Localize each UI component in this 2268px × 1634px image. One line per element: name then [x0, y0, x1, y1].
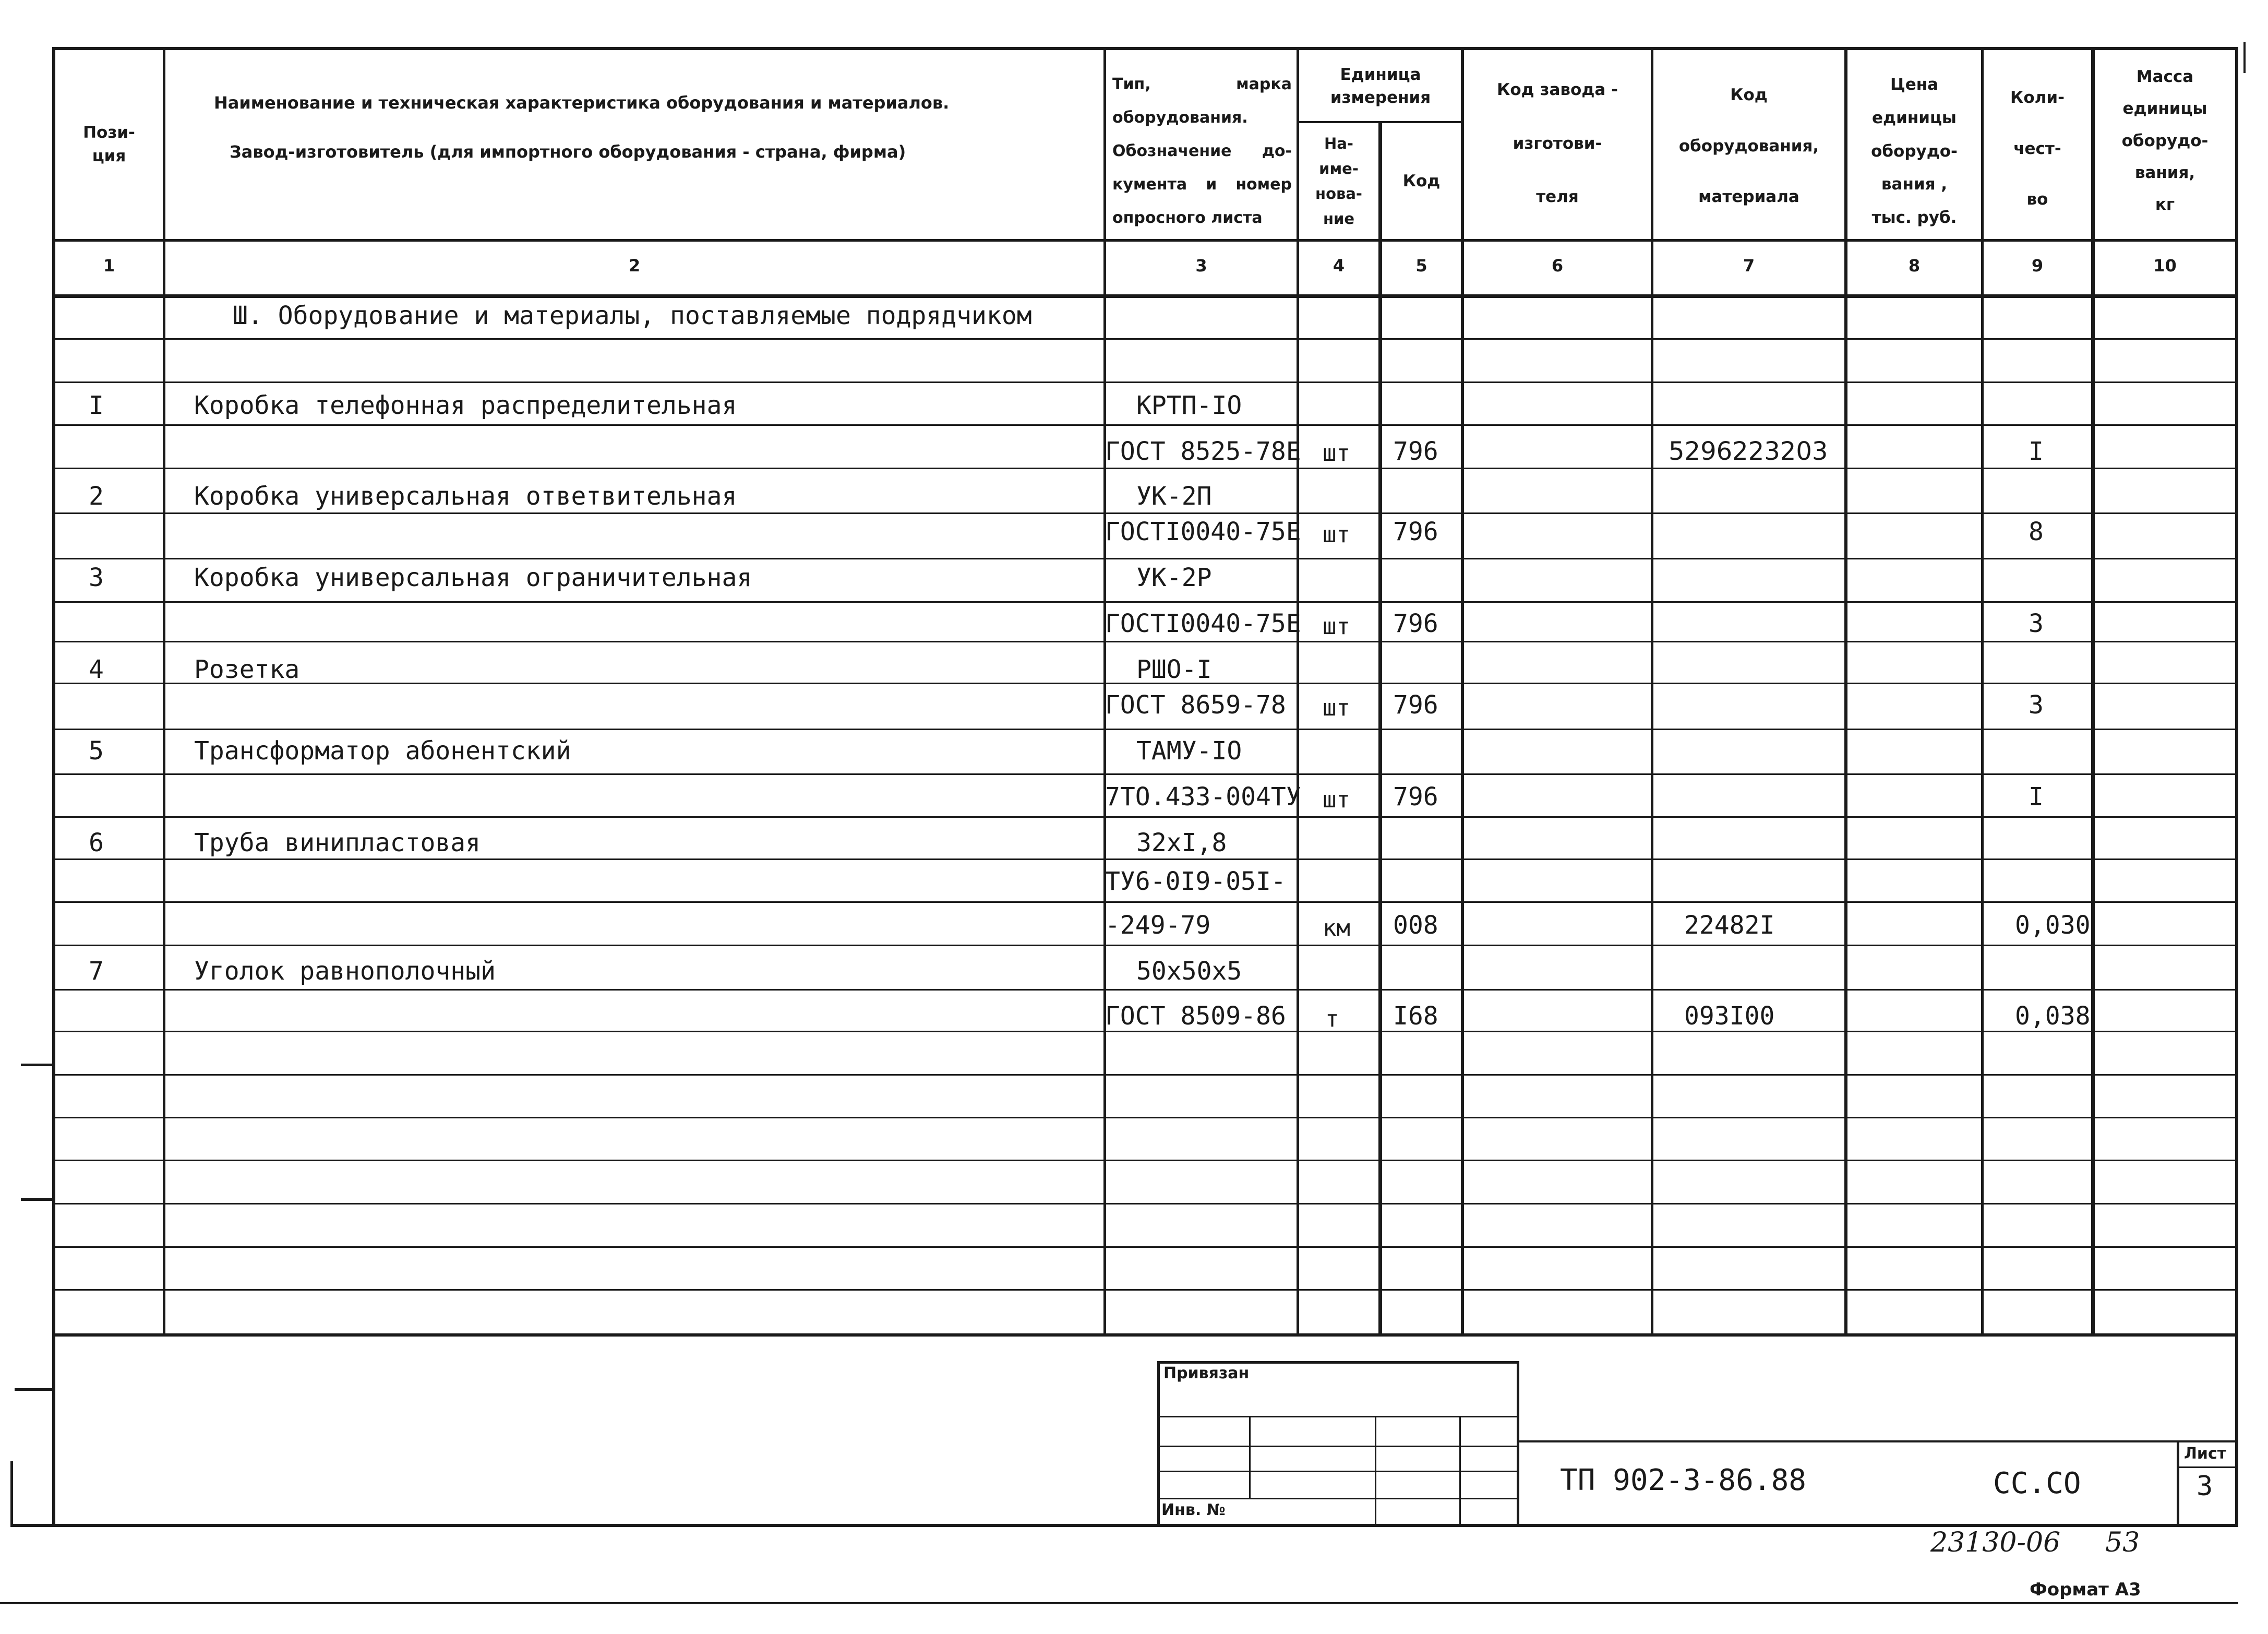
margin-tick: [21, 1198, 53, 1201]
column-number: 10: [2153, 256, 2177, 276]
row-type: ГОСТ 8659-78: [1105, 690, 1286, 720]
col-line-3: [1297, 47, 1299, 1335]
document-mark: СС.СО: [1993, 1466, 2081, 1500]
header-unit-price: Цена единицы оборудо- вания , тыс. руб.: [1871, 75, 1958, 228]
column-number: 1: [103, 256, 115, 276]
stamp-col-line: [1459, 1416, 1461, 1527]
row-type: ГОСТI0040-75Е: [1105, 609, 1301, 638]
row-unit: шт: [1323, 521, 1350, 548]
row-type: КРТП-IO: [1136, 391, 1242, 420]
row-line: [52, 1074, 2238, 1076]
row-unit-code: 796: [1393, 437, 1438, 466]
frame-right-line: [2235, 47, 2238, 1527]
stamp-box-top: [1157, 1361, 1519, 1364]
stamp-row-line: [1157, 1446, 1519, 1447]
row-line: [52, 729, 2238, 730]
row-type: УК-2П: [1136, 482, 1212, 511]
row-line: [52, 424, 2238, 426]
sheet-box-left: [2177, 1440, 2179, 1527]
column-number: 5: [1415, 256, 1427, 276]
header-unit-group: Единица измерения: [1330, 65, 1431, 107]
header-name-description: Наименование и техническая характеристика оборудования и материалов. Завод-изготовитель (для импортного оборудования - страна, фирма): [214, 93, 950, 162]
row-line: [52, 858, 2238, 860]
column-number: 4: [1333, 256, 1345, 276]
header-position: Пози- ция: [83, 123, 135, 165]
row-position: 5: [89, 736, 104, 766]
row-unit: шт: [1323, 786, 1350, 813]
row-name: Трансформатор абонентский: [194, 736, 571, 766]
row-unit-code: 796: [1393, 782, 1438, 812]
stamp-row-line: [1157, 1498, 1519, 1499]
col-line-1: [163, 47, 165, 1335]
handwritten-page-number: 53: [2105, 1527, 2140, 1558]
row-line: [52, 1160, 2238, 1161]
row-type: 7ТО.433-004ТУ: [1105, 782, 1301, 812]
row-quantity: I: [2029, 437, 2044, 466]
row-quantity: 0,038: [2015, 1001, 2091, 1031]
sheet-label: Лист: [2184, 1445, 2227, 1463]
row-type: УК-2Р: [1136, 563, 1212, 592]
col-line-5: [1461, 47, 1464, 1335]
row-name: Коробка телефонная распределительная: [194, 391, 737, 420]
row-unit: т: [1325, 1006, 1339, 1032]
row-type: ГОСТ 8525-78Е: [1105, 437, 1301, 466]
row-type: ГОСТ 8509-86: [1105, 1001, 1286, 1031]
header-material-code: Код оборудования, материала: [1678, 86, 1819, 207]
row-line: [52, 468, 2238, 469]
stamp-row-line: [1157, 1416, 1519, 1417]
frame-bottom-line: [10, 1524, 2238, 1527]
margin-left-line: [10, 1461, 13, 1526]
row-unit: км: [1323, 915, 1350, 941]
sheet-number: 3: [2197, 1471, 2213, 1502]
margin-tick: [21, 1064, 53, 1066]
paper-format-label: Формат А3: [2030, 1579, 2141, 1600]
header-manufacturer-code: Код завода - изготови- теля: [1497, 80, 1618, 207]
row-material-code: 5296223203: [1669, 437, 1828, 466]
row-type: 50х50х5: [1136, 957, 1242, 986]
row-line: [52, 1203, 2238, 1204]
row-position: 6: [89, 828, 104, 857]
row-unit-code: 796: [1393, 690, 1438, 720]
title-block-top-line: [1518, 1440, 2238, 1442]
table-body-bottom-line: [52, 1333, 2238, 1337]
stamp-box-right: [1517, 1361, 1519, 1527]
column-number: 7: [1743, 256, 1755, 276]
section-title: Ш. Оборудование и материалы, поставляемые подрядчиком: [233, 301, 1032, 330]
row-line: [52, 601, 2238, 603]
row-quantity: I: [2029, 782, 2044, 812]
row-unit-code: 796: [1393, 517, 1438, 546]
row-line: [52, 773, 2238, 775]
header-unit-code: Код: [1402, 171, 1441, 190]
row-position: 3: [89, 563, 104, 592]
row-name: Розетка: [194, 655, 300, 684]
row-quantity: 0,030: [2015, 911, 2091, 940]
row-unit: шт: [1323, 440, 1350, 467]
row-position: I: [89, 391, 104, 420]
stamp-col-line: [1375, 1416, 1376, 1527]
row-type: 32хI,8: [1136, 828, 1227, 857]
row-unit-code: 796: [1393, 609, 1438, 638]
row-line: [52, 1246, 2238, 1248]
column-number: 9: [2031, 256, 2044, 276]
col-line-7: [1844, 47, 1847, 1335]
row-type: ТАМУ-IO: [1136, 736, 1242, 766]
row-unit: шт: [1323, 613, 1350, 640]
row-line: [52, 512, 2238, 514]
column-number: 3: [1195, 256, 1207, 276]
row-position: 4: [89, 655, 104, 684]
column-number: 8: [1908, 256, 1921, 276]
column-number: 2: [628, 256, 641, 276]
row-unit: шт: [1323, 695, 1350, 721]
row-line: [52, 945, 2238, 946]
row-type: ТУ6-0I9-05I-: [1105, 867, 1286, 896]
sheet-box-divider: [2177, 1466, 2238, 1468]
stamp-inventory-label: Инв. №: [1161, 1501, 1226, 1519]
row-position: 7: [89, 957, 104, 986]
row-position: 2: [89, 482, 104, 511]
row-type: ГОСТI0040-75Е: [1105, 517, 1301, 546]
row-quantity: 3: [2029, 609, 2044, 638]
row-material-code: 093I00: [1684, 1001, 1775, 1031]
row-line: [52, 1117, 2238, 1118]
document-code: ТП 902-3-86.88: [1560, 1463, 1807, 1497]
stamp-box-left: [1157, 1361, 1160, 1527]
col-line-6: [1651, 47, 1653, 1335]
row-line: [52, 901, 2238, 903]
header-unit-mass: Масса единицы оборудо- вания, кг: [2121, 67, 2209, 214]
header-unit-name: На- име- нова- ние: [1315, 135, 1362, 228]
row-unit-code: 008: [1393, 911, 1438, 940]
stamp-privyazan-label: Привязан: [1163, 1364, 1250, 1382]
row-material-code: 22482I: [1684, 911, 1775, 940]
margin-tick-right: [2243, 42, 2246, 73]
header-quantity: Коли- чест- во: [2010, 88, 2065, 209]
col-line-8: [1981, 47, 1984, 1335]
col-line-4: [1378, 121, 1382, 1335]
number-row-separator-line: [52, 294, 2238, 298]
row-name: Труба винипластовая: [194, 828, 481, 857]
stamp-col-line: [1249, 1416, 1251, 1499]
stamp-row-line: [1157, 1471, 1519, 1472]
row-unit-code: I68: [1393, 1001, 1438, 1031]
header-type-mark: Тип, марка оборудования. Обозначение до- кумента и номер опросного листа: [1112, 75, 1292, 227]
handwritten-archive-number: 23130-06: [1930, 1527, 2061, 1558]
row-line: [52, 558, 2238, 559]
row-line: [52, 816, 2238, 818]
frame-top-line: [52, 47, 2238, 50]
row-type: -249-79: [1105, 911, 1211, 940]
row-line: [52, 989, 2238, 991]
row-line: [52, 1289, 2238, 1291]
row-line: [52, 641, 2238, 642]
col-line-9: [2091, 47, 2095, 1335]
row-type: РШО-I: [1136, 655, 1212, 684]
footer-rule-line: [0, 1602, 2238, 1604]
row-quantity: 8: [2029, 517, 2044, 546]
row-line: [52, 381, 2238, 383]
row-name: Коробка универсальная ответвительная: [194, 482, 737, 511]
row-name: Уголок равнополочный: [194, 957, 496, 986]
row-line: [52, 338, 2238, 340]
row-name: Коробка универсальная ограничительная: [194, 563, 752, 592]
margin-tick: [15, 1388, 53, 1391]
column-number: 6: [1551, 256, 1564, 276]
row-quantity: 3: [2029, 690, 2044, 720]
